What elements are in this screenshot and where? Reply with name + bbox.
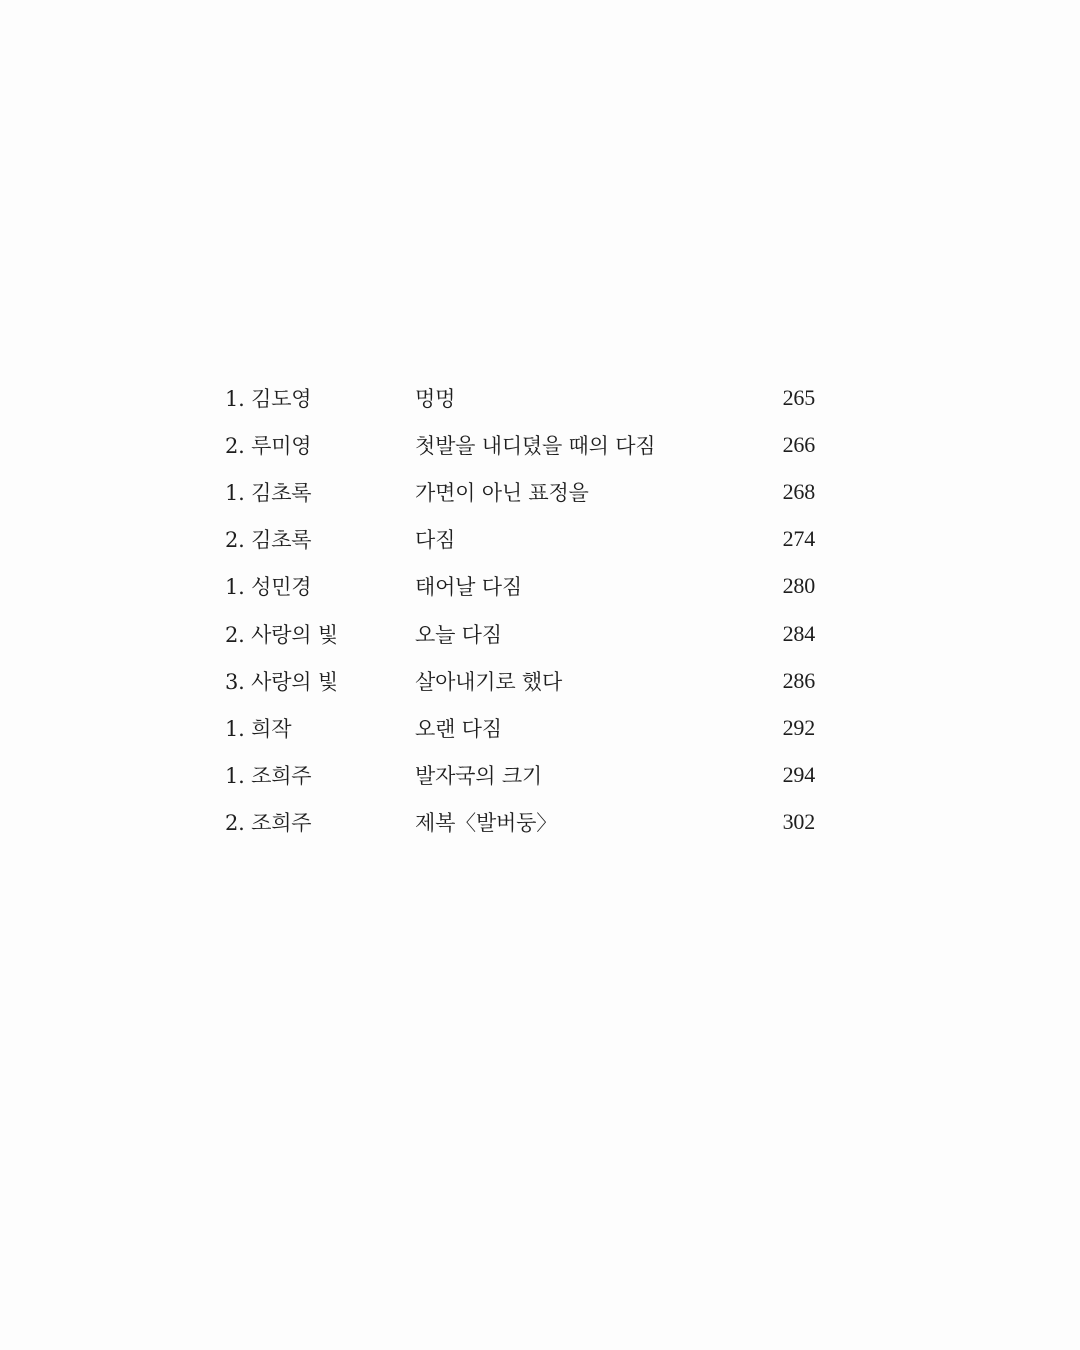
toc-title: 제복〈발버둥〉: [415, 811, 558, 836]
toc-title: 살아내기로 했다: [415, 669, 563, 694]
toc-title: 발자국의 크기: [415, 764, 542, 789]
toc-author: 2. 루미영: [225, 433, 312, 458]
toc-page-number: 286: [782, 667, 815, 693]
toc-title: 다짐: [415, 528, 456, 553]
toc-author: 2. 조희주: [225, 811, 312, 836]
toc-row[interactable]: [225, 799, 815, 846]
toc-row[interactable]: [225, 704, 815, 751]
toc-author: 1. 조희주: [225, 764, 312, 789]
toc-author: 1. 김도영: [225, 386, 312, 411]
toc-row[interactable]: [225, 374, 815, 421]
toc-row[interactable]: [225, 657, 815, 704]
toc-page-number: 268: [782, 478, 815, 504]
toc-title: 멍멍: [415, 386, 456, 411]
toc-page-number: 292: [782, 714, 815, 740]
toc-page-number: 265: [782, 384, 815, 410]
toc-page-number: 284: [782, 620, 815, 646]
toc-row[interactable]: [225, 421, 815, 468]
toc-row[interactable]: [225, 563, 815, 610]
toc-row[interactable]: [225, 752, 815, 799]
toc-author: 2. 사랑의 빛: [225, 622, 338, 647]
toc-row[interactable]: [225, 516, 815, 563]
table-of-contents: [225, 374, 815, 846]
toc-row[interactable]: [225, 610, 815, 657]
toc-author: 1. 김초록: [225, 480, 312, 505]
toc-page-number: 274: [782, 526, 815, 552]
toc-title: 가면이 아닌 표정을: [415, 480, 589, 505]
toc-author: 1. 희작: [225, 716, 292, 741]
toc-page-number: 280: [782, 573, 815, 599]
toc-row[interactable]: [225, 468, 815, 515]
toc-page-number: 302: [782, 809, 815, 835]
toc-author: 3. 사랑의 빛: [225, 669, 338, 694]
toc-author: 1. 성민경: [225, 575, 312, 600]
toc-author: 2. 김초록: [225, 528, 312, 553]
toc-title: 첫발을 내디뎠을 때의 다짐: [415, 433, 656, 458]
toc-title: 오랜 다짐: [415, 716, 502, 741]
toc-title: 오늘 다짐: [415, 622, 502, 647]
toc-page-number: 294: [782, 762, 815, 788]
toc-title: 태어날 다짐: [415, 575, 522, 600]
toc-page-number: 266: [782, 431, 815, 457]
